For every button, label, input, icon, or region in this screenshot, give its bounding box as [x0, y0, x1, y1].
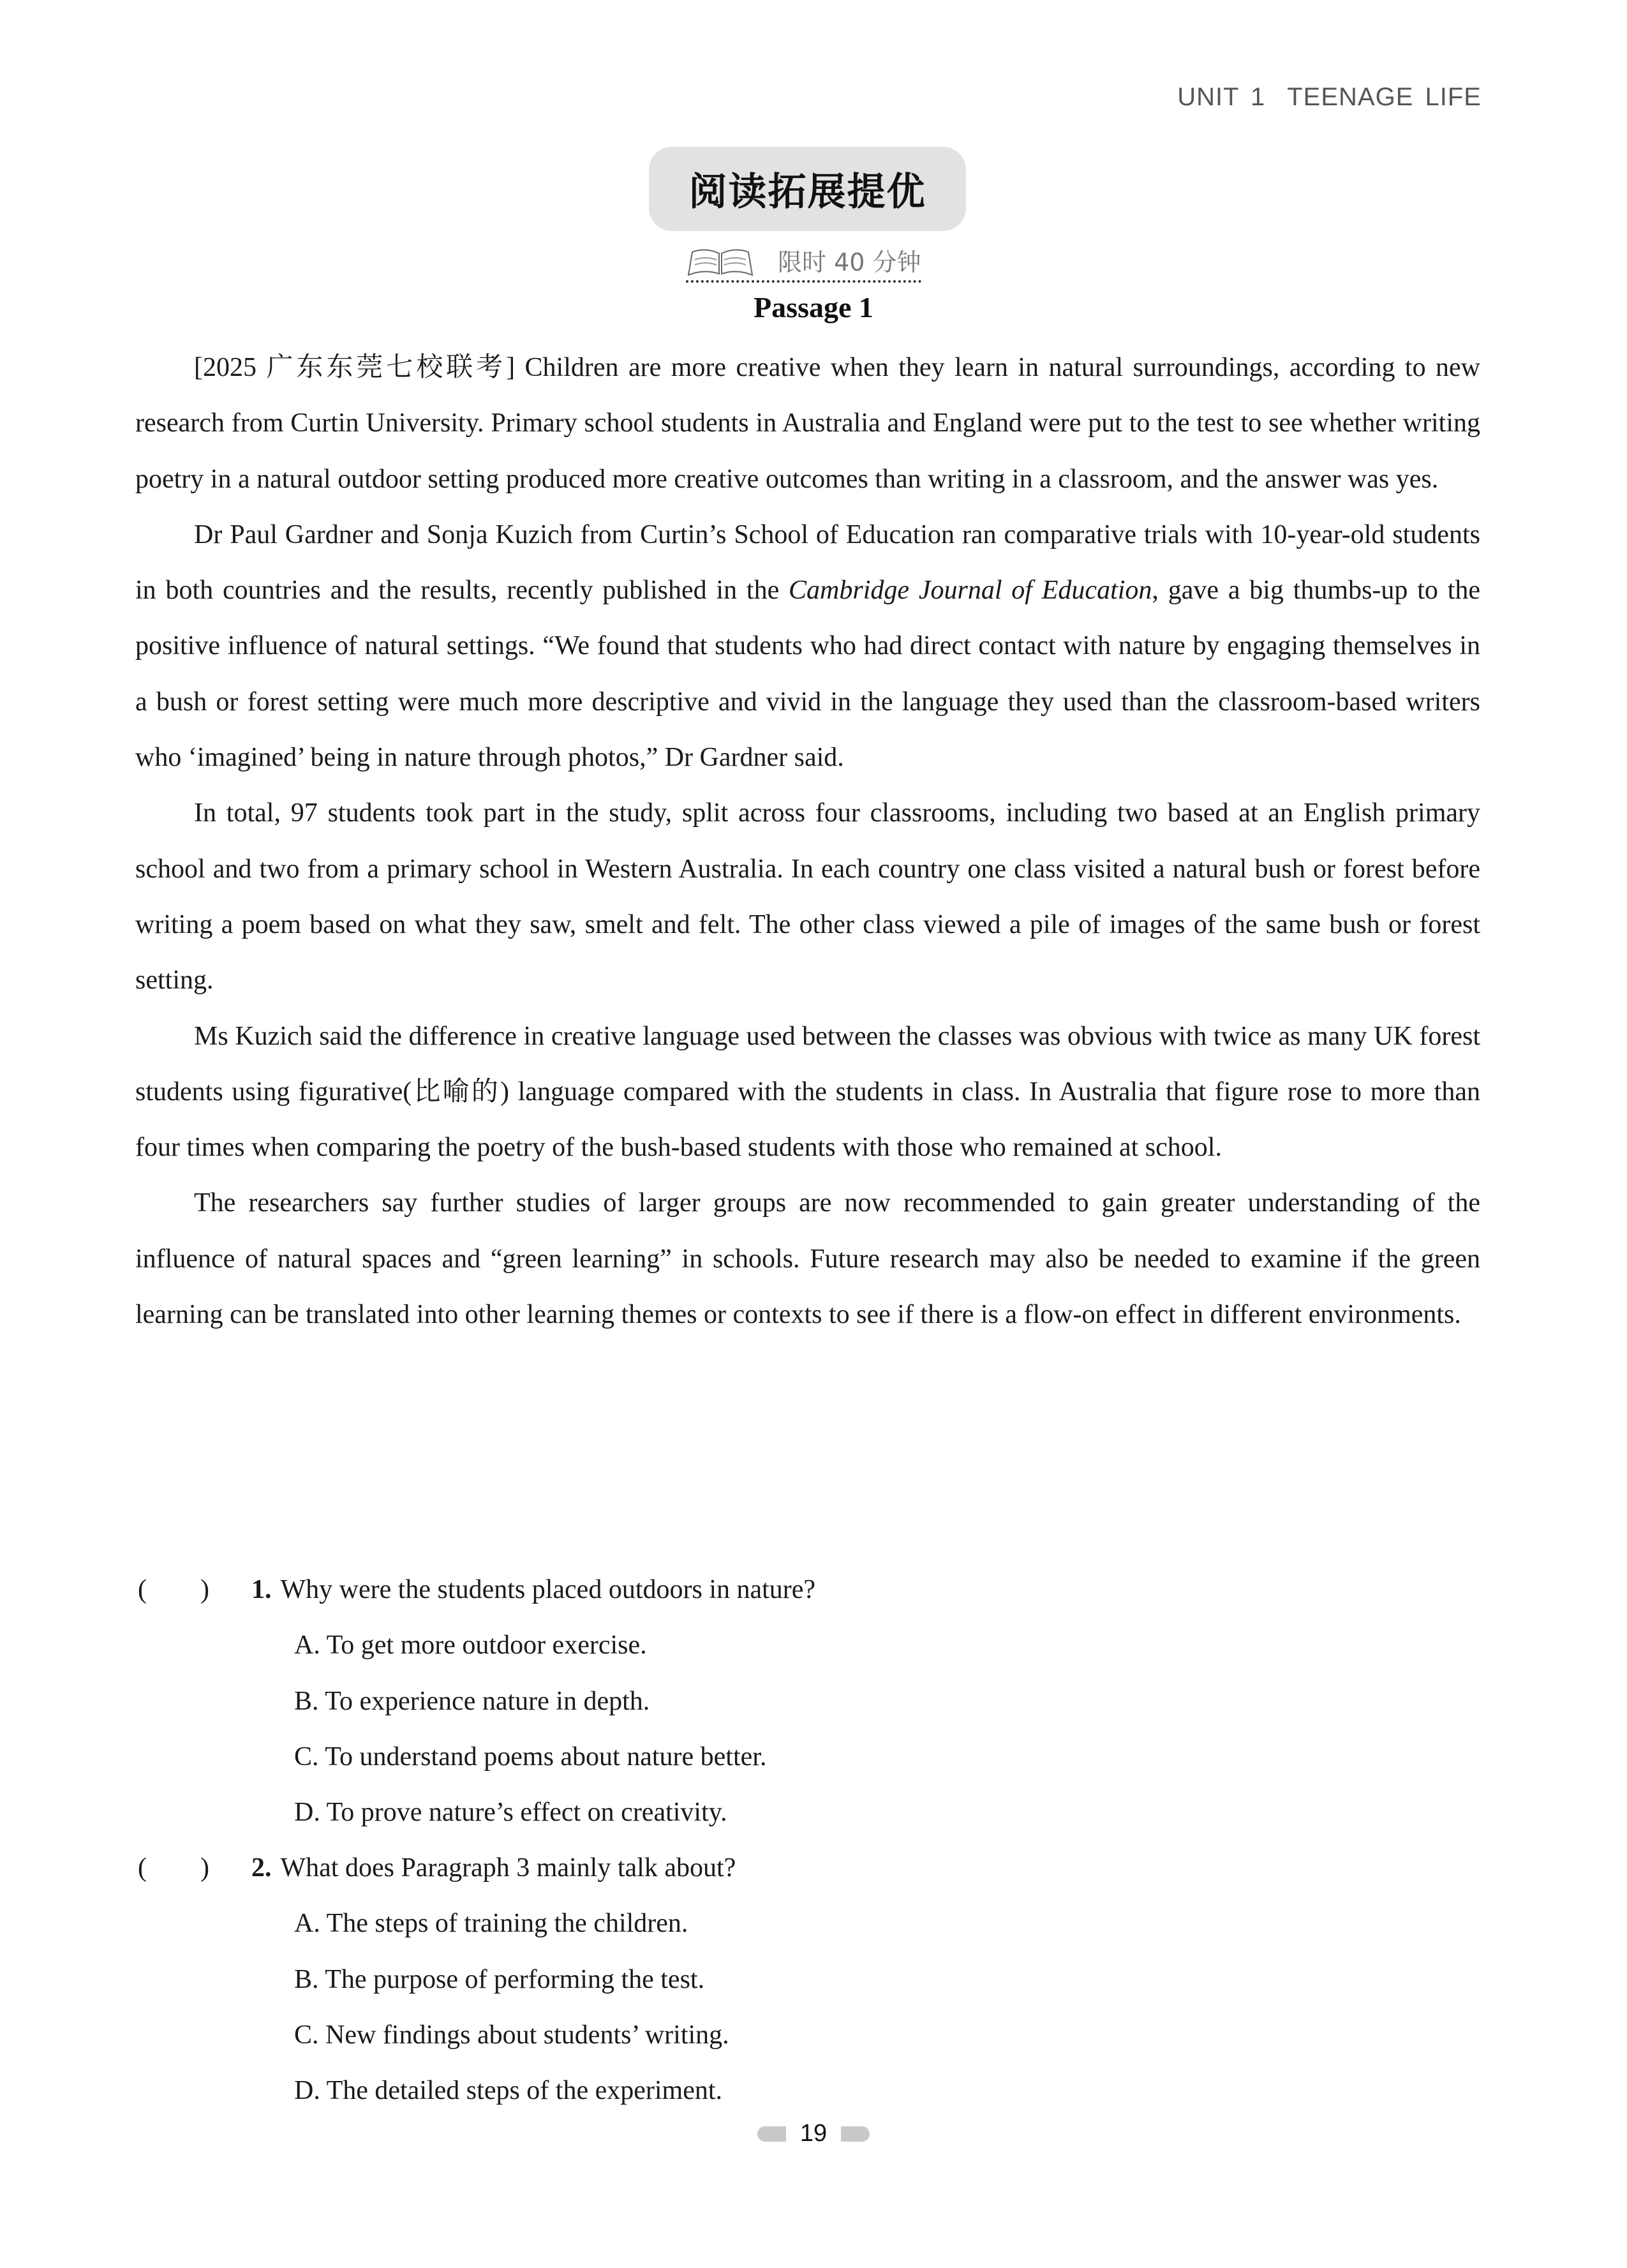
- question-number: 1.: [251, 1575, 272, 1604]
- time-limit: [686, 242, 921, 283]
- option-d: D. To prove nature’s effect on creativity.: [294, 1798, 727, 1828]
- section-title: 阅读拓展提优: [649, 147, 966, 231]
- page-number: [0, 2120, 1627, 2147]
- paragraph-2-text-end: , gave a big thumbs-up to the positive influence of natural settings. “We found that students who had direct contact with nature by engaging themselves in a bush or forest setting were much more descriptive and vivid in the language they used than the classroom-based writers who ‘imagined’ being in nature through photos,” Dr Gardner said.: [135, 576, 1481, 773]
- question-stem: Why were the students placed outdoors in nature?: [280, 1575, 816, 1604]
- page-number-text: 19: [799, 2120, 828, 2147]
- time-limit-text: 限时 40 分钟: [778, 248, 921, 276]
- option-c: C. New findings about students’ writing.: [294, 2020, 729, 2050]
- question-stem: What does Paragraph 3 mainly talk about?: [280, 1853, 736, 1883]
- open-book-icon: [686, 247, 755, 278]
- question-2: [138, 1840, 1478, 2119]
- paragraph-1: [2025 广东东莞七校联考] Children are more creative when they learn in natural surroundings, according to new research from Curtin University. Primary school students in Australia and England were put to the test to see whether writing poetry in a natural outdoor setting produced more creative outcomes than writing in a classroom, and the answer was yes.: [135, 353, 1480, 494]
- paragraph-2: [135, 507, 1480, 786]
- unit-topic: TEENAGE LIFE: [1287, 83, 1482, 111]
- paragraph-3: In total, 97 students took part in the study, split across four classrooms, including two based at an English primary school and two from a primary school in Western Australia. In each country one class visited a natural bush or forest before writing a poem based on what they saw, smelt and felt. The other class viewed a pile of images of the same bush or forest setting.: [135, 798, 1480, 996]
- option-b: B. To experience nature in depth.: [294, 1686, 650, 1716]
- question-1: [138, 1562, 1478, 1840]
- option-d: D. The detailed steps of the experiment.: [294, 2076, 723, 2106]
- paragraph-5: The researchers say further studies of larger groups are now recommended to gain greater understanding of the influence of natural spaces and “green learning” in schools. Future research may also be needed to examine if the green learning can be translated into other learning themes or contexts to see if there is a flow-on effect in different environments.: [135, 1188, 1480, 1330]
- passage-body: [135, 340, 1480, 1343]
- page-number-decoration-right: [841, 2126, 870, 2142]
- answer-blank[interactable]: ( ): [138, 1853, 209, 1883]
- journal-title: Cambridge Journal of Education: [789, 576, 1152, 606]
- passage-title: Passage 1: [754, 291, 873, 324]
- option-b: B. The purpose of performing the test.: [294, 1964, 705, 1994]
- paragraph-2-text: Dr Paul Gardner and Sonja Kuzich from Curtin’s School of Education ran comparative trials with 10-year-old students in both countries and the results, recently published in the: [135, 519, 1480, 606]
- option-a: A. To get more outdoor exercise.: [294, 1630, 647, 1660]
- option-a: A. The steps of training the children.: [294, 1909, 688, 1939]
- page-number-decoration-left: [757, 2126, 786, 2142]
- running-header: [1177, 83, 1482, 112]
- option-c: C. To understand poems about nature better.: [294, 1742, 767, 1772]
- question-number: 2.: [251, 1853, 272, 1883]
- unit-label: UNIT 1: [1177, 83, 1266, 111]
- paragraph-4: Ms Kuzich said the difference in creative language used between the classes was obvious with twice as many UK forest students using figurative(比喻的) language compared with the students in class. In Australia that figure rose to more than four times when comparing the poetry of the bush-based students with those who remained at school.: [135, 1021, 1480, 1163]
- answer-blank[interactable]: ( ): [138, 1575, 209, 1604]
